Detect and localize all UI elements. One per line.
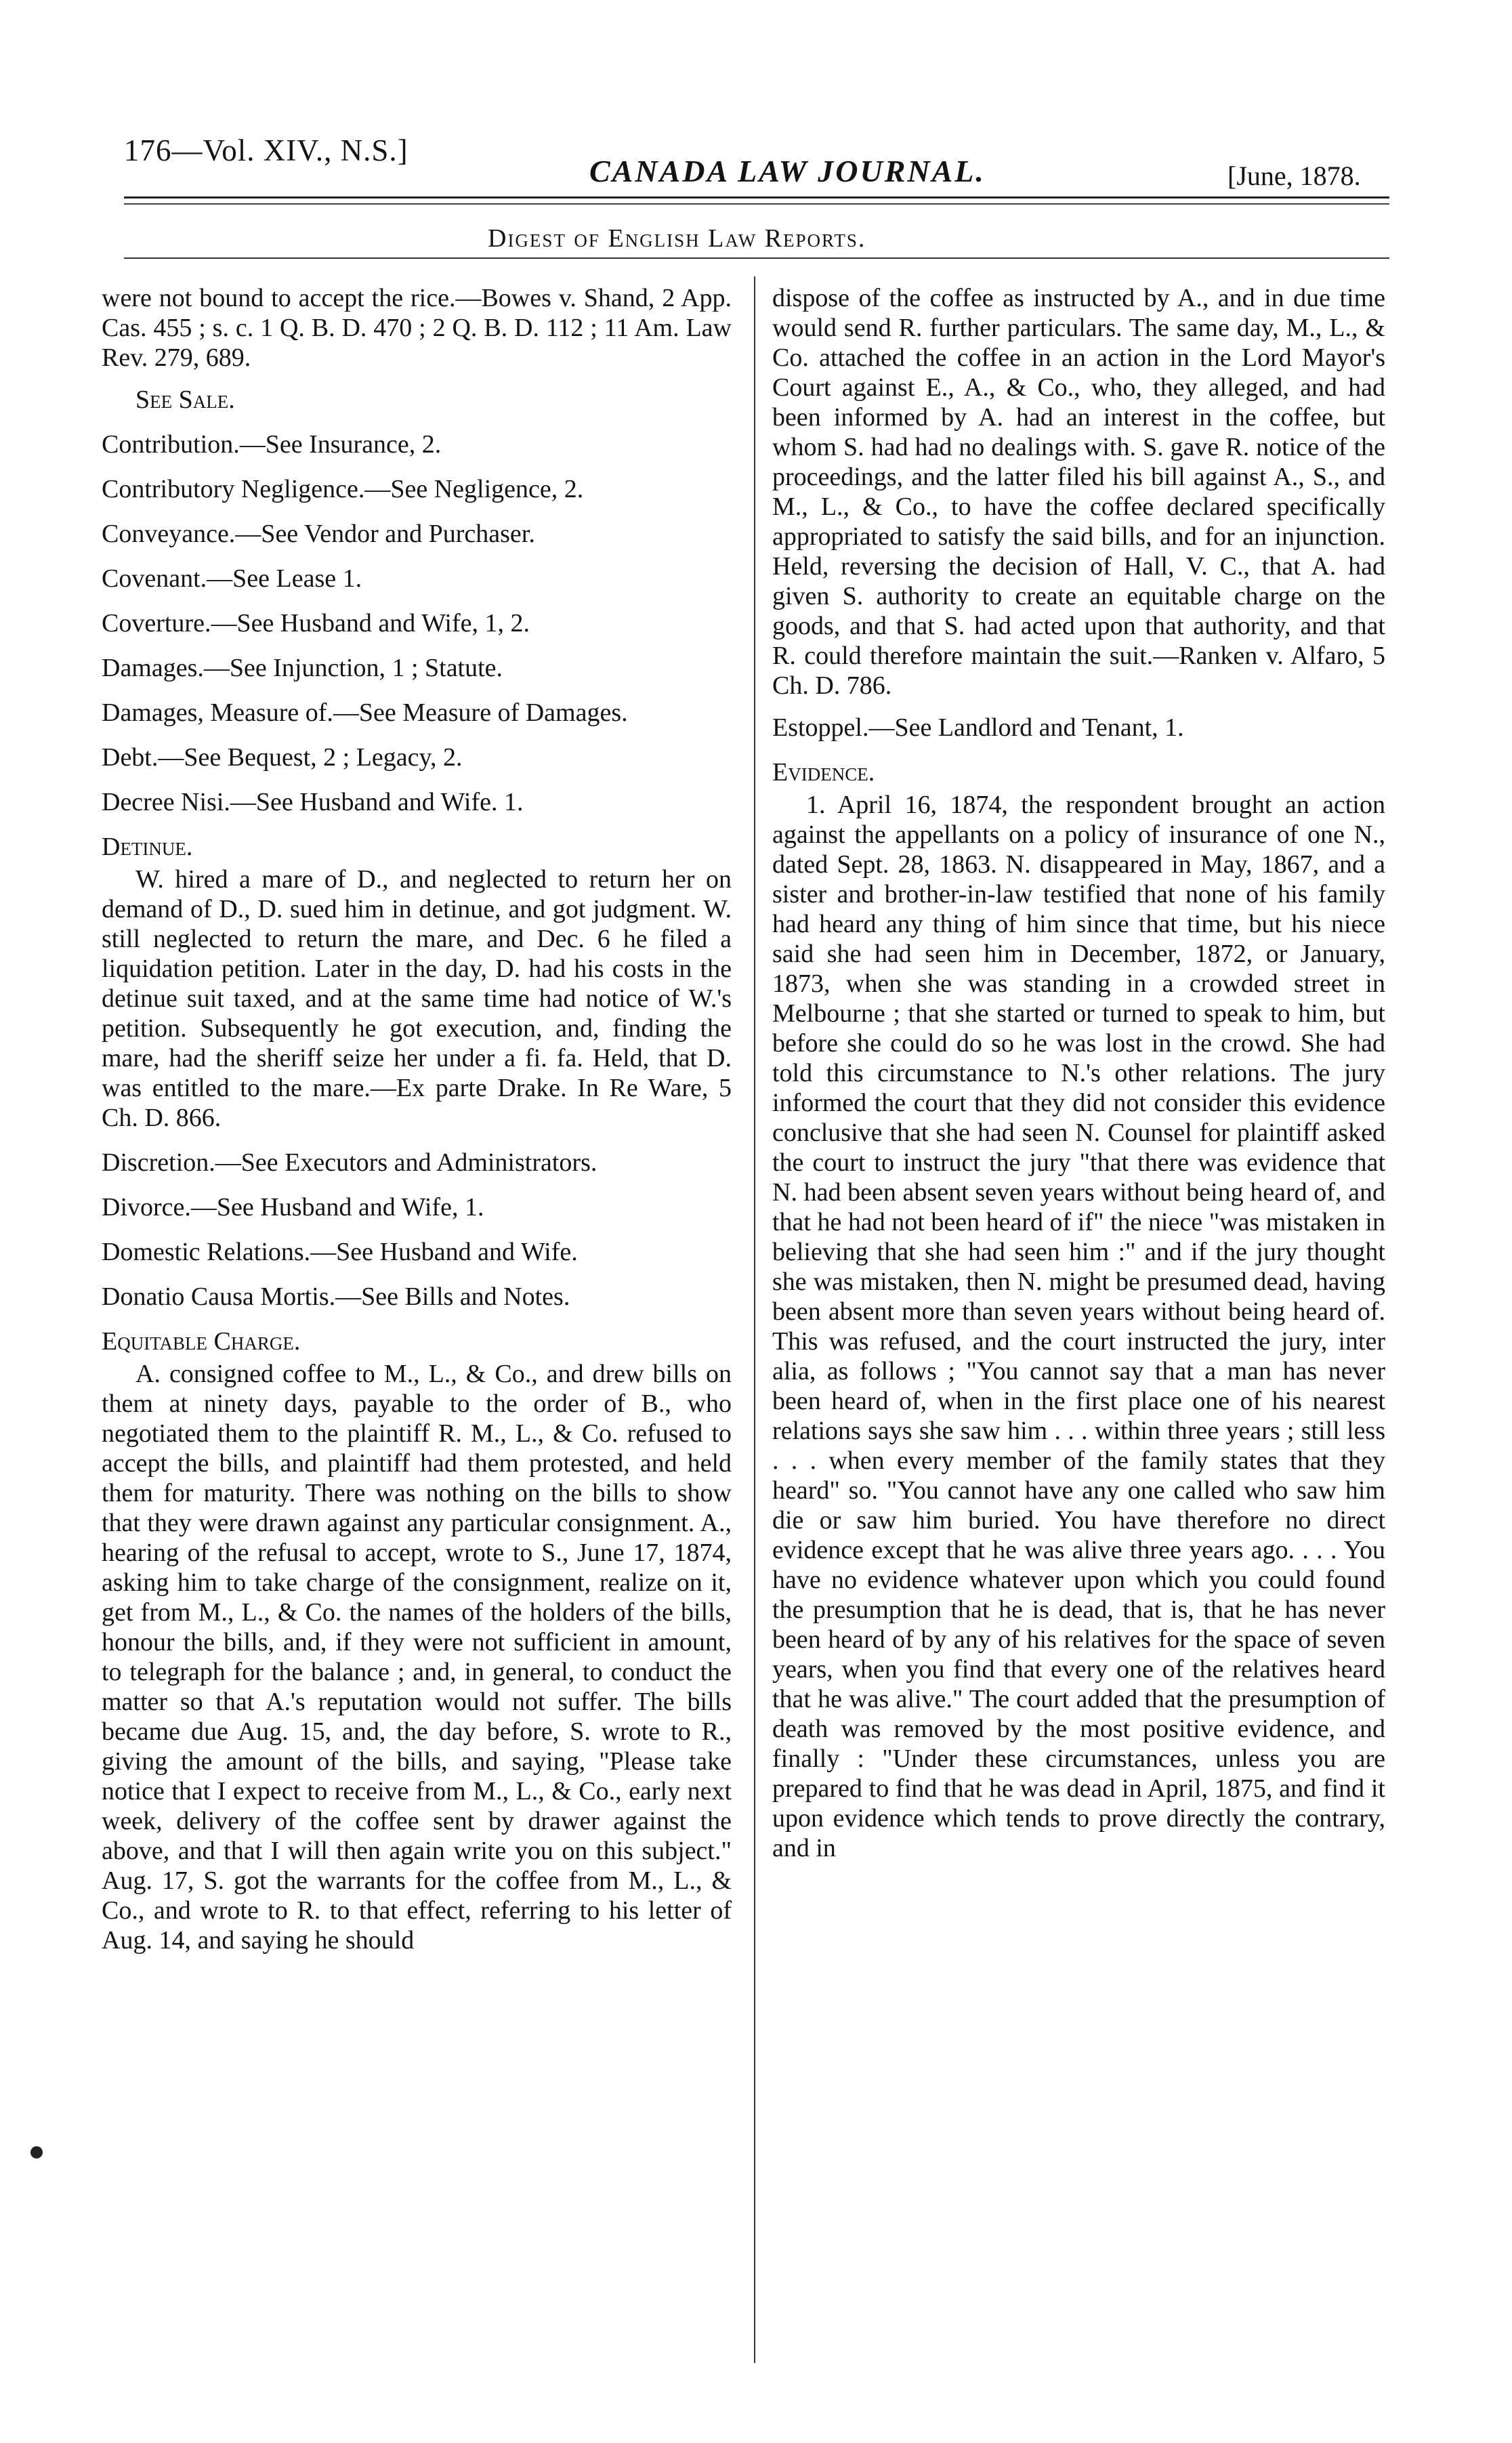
digest-entry: Damages.—See Injunction, 1 ; Statute. <box>102 654 503 682</box>
entry-heading-equitable-charge: Equitable Charge. <box>102 1327 301 1356</box>
digest-entry: Divorce.—See Husband and Wife, 1. <box>102 1193 484 1222</box>
digest-entry: Covenant.—See Lease 1. <box>102 564 362 593</box>
left-column <box>102 283 732 1970</box>
digest-entry: Debt.—See Bequest, 2 ; Legacy, 2. <box>102 743 463 772</box>
continued-paragraph: were not bound to accept the rice.—Bowes v. Shand, 2 App. Cas. 455 ; s. c. 1 Q. B. D. 470 ; 2 Q. B. D. 112 ; 11 Am. Law Rev. 279, 689. <box>102 284 732 372</box>
entry-heading-evidence: Evidence. <box>772 758 875 787</box>
digest-entry: Discretion.—See Executors and Administrators. <box>102 1148 597 1177</box>
continued-paragraph: dispose of the coffee as instructed by A., and in due time would send R. further particulars. The same day, M., L., & Co. attached the coffee in an action in the Lord Mayor's Court against E., A., & Co., who, they alleged, and had been informed by A. had an interest in the coffee, but whom S. had had no dealings with. S. gave R. notice of the proceedings, and the latter filed his bill against A., S., and M., L., & Co., to have the coffee declared specifically appropriated to satisfy the said bills, and for an injunction. Held, reversing the decision of Hall, V. C., that A. had given S. authority to create an equitable charge on the goods, and that S. had acted upon that authority, and that R. could therefore maintain the suit.—Ranken v. Alfaro, 5 Ch. D. 786. <box>772 284 1385 700</box>
entry-body-evidence: 1. April 16, 1874, the respondent brought an action against the appellants on a policy of insurance of one N., dated Sept. 28, 1863. N. disappeared in May, 1867, and a sister and brother-in-law testified that none of his family had heard any thing of him since that time, but his niece said she had seen him in December, 1872, or January, 1873, when she was standing in a crowded street in Melbourne ; that she started or turned to speak to him, but before she could do so he was lost in the crowd. She had told this circumstance to N.'s other relations. The jury informed the court that they did not consider this evidence conclusive that she had seen N. Counsel for plaintiff asked the court to instruct the jury "that there was evidence that N. had been absent seven years without being heard of, and that he had not been heard of if" the niece "was mistaken in believing that she had seen him :" and if the jury thought she was mistaken, then N. might be presumed dead, having been absent more than seven years without being heard of. This was refused, and the court instructed the jury, inter alia, as follows ; "You cannot say that a man has never been heard of, when in the first place one of his nearest relations says she saw him . . . within three years ; still less . . . when every member of the family states that they heard" so. "You cannot have any one called who saw him die or saw him buried. You have therefore no direct evidence except that he was alive three years ago. . . . You have no evidence whatever upon which you could found the presumption that he is dead, that is, that he has never been heard of by any of his relatives for the space of seven years, when you find that every one of the relatives heard that he was alive." The court added that the presumption of death was removed by the most positive evidence, and finally : "Under these circumstances, unless you are prepared to find that he was dead in April, 1875, and find it upon evidence which tends to prove directly the contrary, and in <box>772 791 1385 1862</box>
right-column <box>772 283 1385 1878</box>
digest-entry: Domestic Relations.—See Husband and Wife. <box>102 1238 578 1266</box>
digest-entry: Coverture.—See Husband and Wife, 1, 2. <box>102 609 530 638</box>
running-head-volume: 176—Vol. XIV., N.S.] <box>124 133 408 167</box>
see-reference: See Sale. <box>135 385 235 414</box>
entry-body-detinue: W. hired a mare of D., and neglected to return her on demand of D., D. sued him in detinue, and got judgment. W. still neglected to return the mare, and Dec. 6 he filed a liquidation petition. Later in the day, D. had his costs in the detinue suit taxed, and at the same time had notice of W.'s petition. Subsequently he got execution, and, finding the mare, had the sheriff seize her under a fi. fa. Held, that D. was entitled to the mare.—Ex parte Drake. In Re Ware, 5 Ch. D. 866. <box>102 865 732 1132</box>
journal-title: CANADA LAW JOURNAL. <box>589 154 986 188</box>
section-title: Digest of English Law Reports. <box>488 224 866 253</box>
header-rule-top <box>124 196 1389 199</box>
digest-entry: Damages, Measure of.—See Measure of Damages. <box>102 698 628 727</box>
entry-body-equitable-charge: A. consigned coffee to M., L., & Co., and drew bills on them at ninety days, payable to the order of B., who negotiated them to the plaintiff R. M., L., & Co. refused to accept the bills, and plaintiff had them protested, and held them for maturity. There was nothing on the bills to show that they were drawn against any particular consignment. A., hearing of the refusal to accept, wrote to S., June 17, 1874, asking him to take charge of the consignment, realize on it, get from M., L., & Co. the names of the holders of the bills, honour the bills, and, if they were not sufficient in amount, to telegraph for the balance ; and, in general, to conduct the matter so that A.'s reputation would not suffer. The bills became due Aug. 15, and, the day before, S. wrote to R., giving the amount of the bills, and saying, "Please take notice that I expect to receive from M., L., & Co., early next week, delivery of the coffee sent by drawer against the above, and that I will then again write you on this subject." Aug. 17, S. got the warrants for the coffee from M., L., & Co., and wrote to R. to that effect, referring to his letter of Aug. 14, and saying he should <box>102 1360 732 1955</box>
digest-entry: Estoppel.—See Landlord and Tenant, 1. <box>772 713 1184 742</box>
page-header <box>0 0 1512 271</box>
section-rule <box>124 257 1389 259</box>
digest-entry: Donatio Causa Mortis.—See Bills and Notes. <box>102 1282 570 1311</box>
running-head-date: [June, 1878. <box>1227 161 1361 191</box>
entry-heading-detinue: Detinue. <box>102 833 193 861</box>
header-rule-second <box>124 203 1389 205</box>
digest-entry: Conveyance.—See Vendor and Purchaser. <box>102 520 535 548</box>
digest-entry: Contributory Negligence.—See Negligence, 2. <box>102 475 584 503</box>
margin-dot <box>30 2146 43 2158</box>
column-divider <box>754 276 755 2363</box>
digest-entry: Decree Nisi.—See Husband and Wife. 1. <box>102 788 524 816</box>
digest-entry: Contribution.—See Insurance, 2. <box>102 430 442 459</box>
